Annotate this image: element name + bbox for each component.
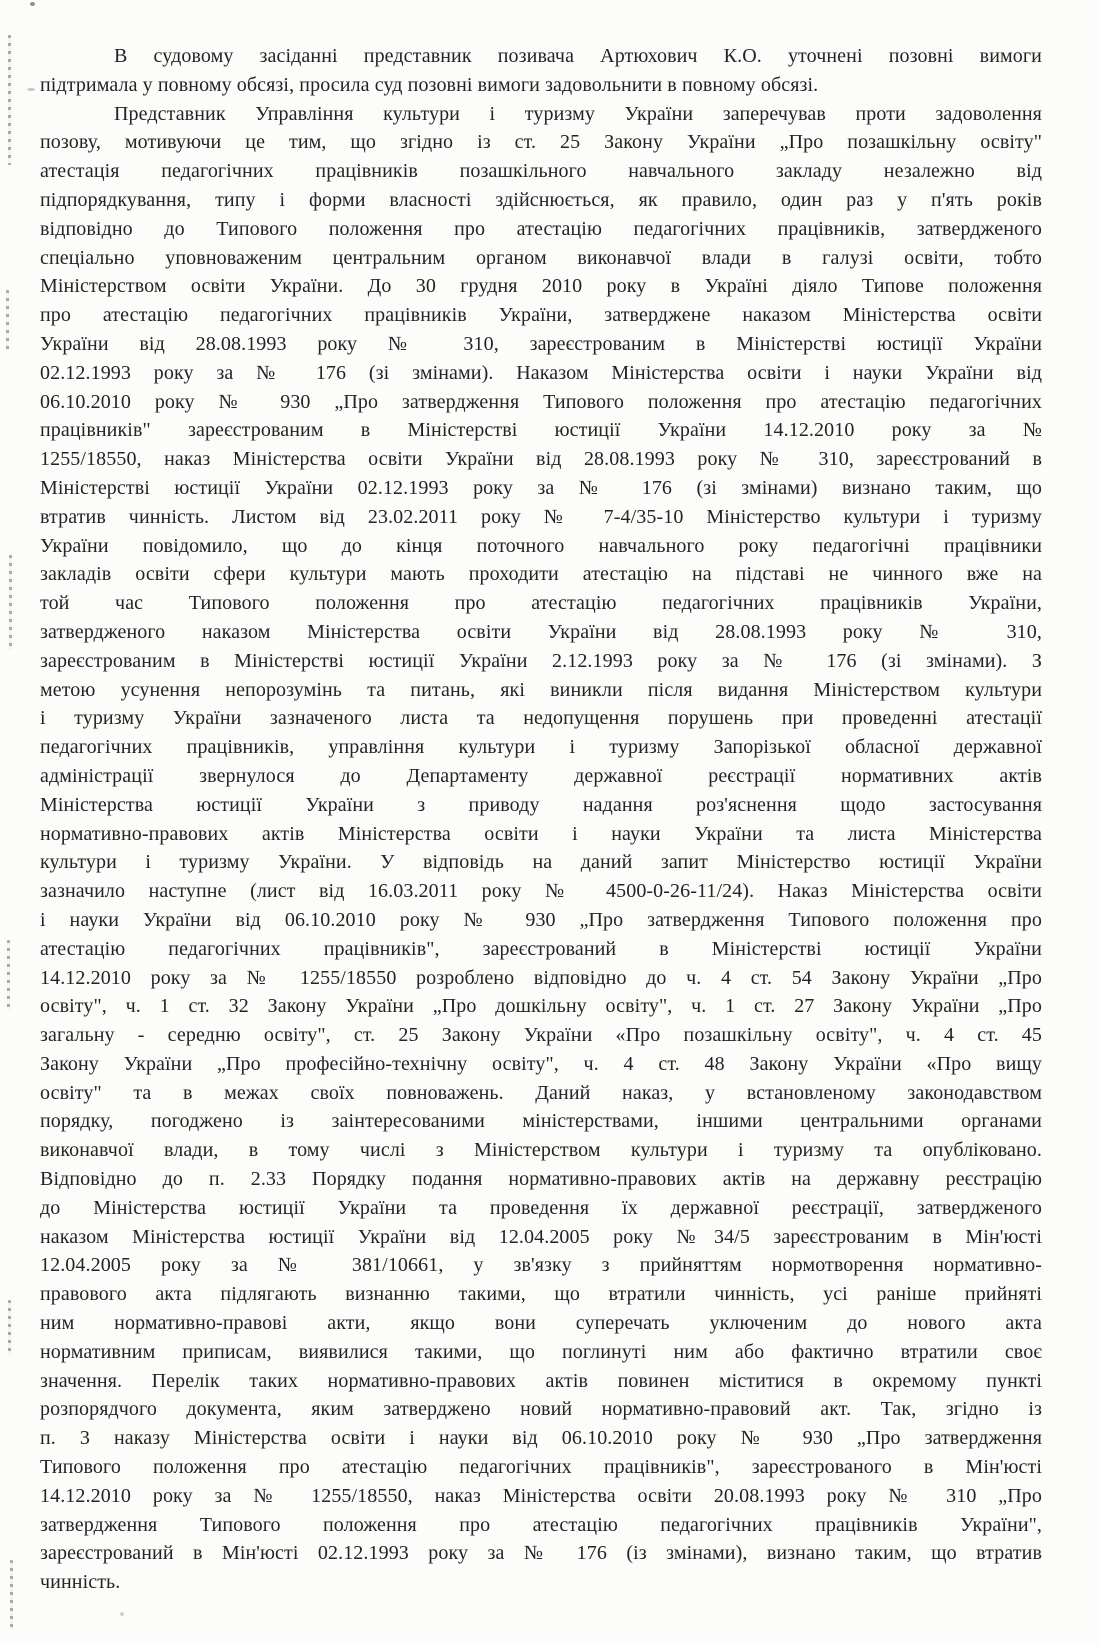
text-line: відповідно до Типового положення про атестацію педагогічних працівників, затвердженого [40, 217, 1042, 240]
text-line: виконавчої влади, в тому числі з Міністерством культури і туризму та опубліковано. [40, 1139, 1042, 1162]
text-line: нормативно-правових актів Міністерства освіти і науки України та листа Міністерства [40, 822, 1042, 845]
text-line: Міністерстві юстиції України 02.12.1993 року за № 176 (зі змінами) визнано таким, що [40, 476, 1042, 499]
text-line: позову, мотивуючи це тим, що згідно із ст. 25 Закону України „Про позашкільну освіту" [40, 131, 1042, 154]
scan-artifact [8, 1300, 11, 1355]
text-line: працівників" зареєстрованим в Міністерстві юстиції України 14.12.2010 року за № [40, 419, 1042, 442]
text-line: загальну - середню освіту", ст. 25 Закону України «Про позашкільну освіту", ч. 4 ст. 45 [40, 1024, 1042, 1047]
scan-artifact [9, 555, 12, 650]
text-line: затвердженого наказом Міністерства освіти України від 28.08.1993 року № 310, [40, 620, 1042, 643]
text-line: затвердження Типового положення про атестацію педагогічних працівників України", [40, 1513, 1042, 1536]
text-line: Закону України „Про професійно-технічну освіту", ч. 4 ст. 48 Закону України «Про вищу [40, 1052, 1042, 1075]
text-line: нормативним приписам, виявилися такими, що поглинуті ним або фактично втратили своє [40, 1340, 1042, 1363]
text-line: той час Типового положення про атестацію педагогічних працівників України, [40, 592, 1042, 615]
text-line: і науки України від 06.10.2010 року № 930 „Про затвердження Типового положення про [40, 908, 1042, 931]
text-line: педагогічних працівників, управління культури і туризму Запорізької обласної державної [40, 736, 1042, 759]
text-line: атестацію педагогічних працівників", зареєстрований в Міністерстві юстиції України [40, 937, 1042, 960]
text-line: метою усунення непорозумінь та питань, які виникли після видання Міністерством культури [40, 678, 1042, 701]
text-line: 1255/18550, наказ Міністерства освіти України від 28.08.1993 року № 310, зареєстрований в [40, 448, 1042, 471]
text-line: Представник Управління культури і туризму України заперечував проти задоволення [114, 102, 1042, 125]
scan-artifact [120, 1612, 124, 1616]
text-line: України повідомило, що до кінця поточного навчального року педагогічні працівники [40, 534, 1042, 557]
text-line: 14.12.2010 року за № 1255/18550 розроблено відповідно до ч. 4 ст. 54 Закону України „Про [40, 966, 1042, 989]
text-line: ним нормативно-правові акти, якщо вони суперечать уключеним до нового акта [40, 1312, 1042, 1335]
text-line: Типового положення про атестацію педагогічних працівників", зареєстрованого в Мін'юсті [40, 1456, 1042, 1479]
text-line: України від 28.08.1993 року № 310, зареєстрованим в Міністерстві юстиції України [40, 332, 1042, 355]
text-line: атестація педагогічних працівників позашкільного навчального закладу незалежно від [40, 160, 1042, 183]
text-line: втратив чинність. Листом від 23.02.2011 року № 7-4/35-10 Міністерство культури і туризму [40, 505, 1042, 528]
paragraph [40, 100, 1042, 1597]
text-line: освіту", ч. 1 ст. 32 Закону України „Про дошкільну освіту", ч. 1 ст. 27 Закону України „Про [40, 995, 1042, 1018]
text-line: зареєстрованим в Міністерстві юстиції України 2.12.1993 року за № 176 (зі змінами). З [40, 649, 1042, 672]
text-line: про атестацію педагогічних працівників України, затверджене наказом Міністерства освіти [40, 304, 1042, 327]
paragraph [40, 42, 1042, 100]
text-line: закладів освіти сфери культури мають проходити атестацію на підставі не чинного вже на [40, 563, 1042, 586]
text-line: значення. Перелік таких нормативно-правових актів повинен міститися в окремому пункті [40, 1369, 1042, 1392]
text-line: 06.10.2010 року № 930 „Про затвердження Типового положення про атестацію педагогічних [40, 390, 1042, 413]
scan-artifact [10, 1560, 13, 1630]
text-line: наказом Міністерства юстиції України від 12.04.2005 року №34/5 зареєстрованим в Мін'юсті [40, 1225, 1042, 1248]
text-line: чинність. [40, 1571, 121, 1594]
scan-artifact [6, 290, 9, 350]
text-line: підтримала у повному обсязі, просила суд позовні вимоги задовольнити в повному обсязі. [40, 73, 819, 96]
text-line: Відповідно до п. 2.33 Порядку подання нормативно-правових актів на державну реєстрацію [40, 1168, 1042, 1191]
text-line: Міністерством освіти України. До 30 грудня 2010 року в Україні діяло Типове положення [40, 275, 1042, 298]
text-line: зазначило наступне (лист від 16.03.2011 року № 4500-0-26-11/24). Наказ Міністерства освіти [40, 880, 1042, 903]
scan-artifact [7, 940, 10, 1010]
text-line: спеціально уповноваженим центральним органом виконавчої влади в галузі освіти, тобто [40, 246, 1042, 269]
text-line: адміністрації звернулося до Департаменту державної реєстрації нормативних актів [40, 764, 1042, 787]
text-line: В судовому засіданні представник позивача Артюхович К.О. уточнені позовні вимоги [114, 45, 1042, 67]
scan-artifact [30, 2, 35, 6]
document-body [40, 42, 1042, 1597]
text-line: освіту" та в межах своїх повноважень. Даний наказ, у встановленому законодавством [40, 1081, 1042, 1104]
text-line: до Міністерства юстиції України та проведення їх державної реєстрації, затвердженого [40, 1196, 1042, 1219]
text-line: зареєстрований в Мін'юсті 02.12.1993 року за № 176 (із змінами), визнано таким, що втратив [40, 1542, 1042, 1565]
text-line: і туризму України зазначеного листа та недопущення порушень при проведенні атестації [40, 707, 1042, 730]
text-line: 02.12.1993 року за № 176 (зі змінами). Наказом Міністерства освіти і науки України від [40, 361, 1042, 384]
text-line: 12.04.2005 року за № 381/10661, у зв'язку з прийняттям нормотворення нормативно- [40, 1254, 1042, 1277]
text-line: п. 3 наказу Міністерства освіти і науки від 06.10.2010 року № 930 „Про затвердження [40, 1427, 1042, 1450]
text-line: правового акта підлягають визнанню такими, що втратили чинність, усі раніше прийняті [40, 1283, 1042, 1306]
text-line: підпорядкування, типу і форми власності здійснюється, як правило, один раз у п'ять років [40, 188, 1042, 211]
scan-artifact [27, 88, 35, 91]
text-line: культури і туризму України. У відповідь на даний запит Міністерство юстиції України [40, 851, 1042, 874]
text-line: Міністерства юстиції України з приводу надання роз'яснення щодо застосування [40, 793, 1042, 816]
text-line: 14.12.2010 року за № 1255/18550, наказ Міністерства освіти 20.08.1993 року № 310 „Про [40, 1484, 1042, 1507]
scan-artifact [8, 35, 11, 165]
text-line: порядку, погоджено із заінтересованими міністерствами, іншими центральними органами [40, 1110, 1042, 1133]
text-line: розпорядчого документа, яким затверджено новий нормативно-правовий акт. Так, згідно із [40, 1398, 1042, 1421]
